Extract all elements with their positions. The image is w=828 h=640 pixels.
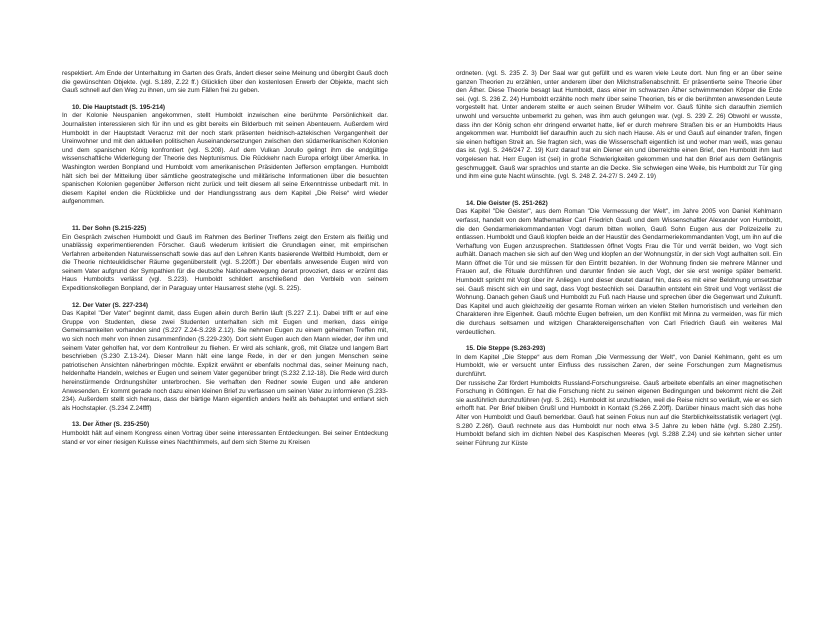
section-title-steppe: 15. Die Steppe (S.263-293) xyxy=(466,345,546,353)
section-body-aether: Humboldt hält auf einem Kongress einen Vortrag über seine interessanten Entdeckungen. Bei seiner Entdeckung stand er vor einer riesigen Kulisse eines Nachthimmels, auf dem sich Sterne zu Kreisen xyxy=(62,429,388,446)
section-body-vater: Das Kapitel "Der Vater" beginnt damit, dass Eugen allein durch Berlin läuft (S.227 Z.1). Dabei trifft er auf eine Gruppe von Studenten, diese zwei Studenten unterhalten sich mit Eugen und merken, dass einige Gemeinsamkeiten vorhanden sind (S.227 Z.24-S.228 Z.12). Sie nehmen Eugen zu einem geheimen Treffen mit, wo sich noch mehr von ihnen zusammenfinden (S.229-230). Dort sieht Eugen auch den Mann wieder, der ihm und seinem Vater geholfen hat, vor dem Kontrolleur zu fliehen. Er wird als schlank, groß, mit Glatze und langem Bart beschrieben (S.230 Z.13-24). Dieser Mann hält eine lange Rede, in der er den jungen Menschen seine patriotischen Ansichten näherbringen möchte. Explizit erwähnt er ebenfalls nochmal das, seiner Meinung nach, heldenhafte Handeln, welches er Eugen und seinem Vater gegenüber bringt (S.232 Z.12-18). Die Rede wird durch hereinstürmende Ordnungshüter unterbrochen. Sie verhaften den Redner sowie Eugen und alle anderen Anwesenden. Er kommt gerade noch dazu einen kleinen Brief zu verfassen um seinen Vater zu informieren (S.233-234). Außerdem stellt sich heraus, dass der bärtige Mann eigentlich anders heißt als behauptet und entlarvt sich als Hochstapler. (S.234 Z.24ffff) xyxy=(62,310,388,412)
right-page-column xyxy=(456,70,782,448)
section-title-sohn: 11. Der Sohn (S.215-225) xyxy=(72,224,147,232)
section-title-aether: 13. Der Äther (S. 235-250) xyxy=(72,421,150,429)
section-body-hauptstadt: In der Kolonie Neuspanien angekommen, stellt Humboldt inzwischen eine berühmte Persönlichkeit dar. Journalisten interessieren sich für ihn und es gibt bereits ein Bilderbuch mit seinen Abenteuern. Außerdem wird Humboldt in der Hauptstadt Veracruz mit der noch stark präsenten heidnisch-aztekischen Vergangenheit der Ureinwohner und mit den aktuellen politischen Auseinandersetzungen zwischen den südamerikanischen Kolonien und dem spanischen König konfrontiert (vgl. S.208). Auf dem Vulkan Jorullo gelingt ihm die endgültige wissenschaftliche Widerlegung der Theorie des Neptunismus. Die Rückkehr nach Europa erfolgt über Amerika. In Washington werden Bonpland und Humboldt vom amerikanischen Präsidenten Jefferson empfangen. Humboldt hält sich bei der Mitteilung über sämtliche geostrategische und militärische Informationen über die besuchten spanischen Kolonien gegenüber Jefferson nicht zurück und teilt diesem all seine Erkenntnisse unbedarft mit. In diesem Kapitel enden die Rückblicke und der Handlungsstrang aus dem Kapitel „Die Reise“ wird wieder aufgenommen. xyxy=(62,112,388,206)
section-title-geister: 14. Die Geister (S. 251-262) xyxy=(466,199,548,207)
section-body-sohn: Ein Gespräch zwischen Humboldt und Gauß im Rahmen des Berliner Treffens zeigt den Erstern als fleißig und unablässig experimentierenden Förscher. Gauß wiederum kritisiert die Grundlagen einer, mit empirischen Verfahren arbeitenden Naturwissenschaft sowie das auf den Lehren Kants basierende Weltbild Humboldt, dem er die Theorie nichteuklidischer Räume gegenüberstellt (vgl. S.220ff.) Der ebenfalls anwesende Eugen wird von seinem Vater aufgrund der Sympathien für die deutsche Nationalbewegung derart provoziert, dass er erzürnt das Haus Humboldts verlässt (vgl. S.223). Humboldt schildert anschließend den Verbleib von seinem Expeditionskollegen Bonpland, der in Paraguay unter Hausarrest stehe (vgl. S. 225). xyxy=(62,233,388,293)
left-page-column xyxy=(62,70,388,447)
section-body-geister: Das Kapitel "Die Geister", aus dem Roman "Die Vermessung der Welt", im Jahre 2005 von Daniel Kehlmann verfasst, handelt von dem Mathematiker Carl Friedrich Gauß und dem Wissenschaftler Alexander von Humboldt, die den Gendarmeriekommandanten Vogt darum bitten wollen, Gauß Sohn Eugen aus der Polizeizelle zu entlassen. Humboldt und Gauß klopfen beide an der Haustür des Gendarmeriekommandanten Vogt, um ihn auf die Verhaftung von Eugen anzusprechen. Stattdessen öffnet Vogts Frau die Tür und verrät beiden, wo Vogt sich aufhält. Danach machen sie sich auf den Weg und klopfen an der Wohnungstür, in der sich Vogt aufhalten soll. Ein Mann öffnet die Tür und sie müssen für den Eintritt bezahlen. In der Wohnung finden sie mehrere Männer und Frauen auf, die Rituale durchführen und darunter finden sie auch Vogt, der sie erst wenige später bemerkt. Humboldt spricht mit Vogt über ihr Anliegen und dieser deutet darauf hin, dass es mit einer Belohnung umsetzbar sei. Gauß mischt sich ein und sagt, dass Vogt bestechlich sei. Daraufhin entsteht ein Streit und Vogt verlässt die Wohnung. Danach gehen Gauß und Humboldt zu Fuß nach Hause und sprechen über die Gegenwart und Zukunft. Das Kapitel und auch gleichzeitig der gesamte Roman wirken an vielen Stellen humoristisch und verleihen den Charakteren ihre Eigenheit. Gauß möchte Eugen befreien, um den Konflikt mit Minna zu vermeiden, was für mich die durchaus seltsamen und witzigen Charaktereigenschaften von Carl Friedrich Gauß ein weiteres Mal verdeutlichen. xyxy=(456,208,782,336)
section-title-vater: 12. Der Vater (S. 227-234) xyxy=(72,301,149,309)
section-title-hauptstadt: 10. Die Hauptstadt (S. 195-214) xyxy=(72,103,166,111)
intro-paragraph: respektiert. Am Ende der Unterhaltung im Garten des Grafs, ändert dieser seine Meinung und übergibt Gauß doch die gewünschten Objekte. (vgl. S.189, Z.22 ff.) Glücklich über den kostenlosen Erwerb der Objekte, macht sich Gauß schnell auf den Weg zu ihnen, um sie zum Fällen frei zu geben. xyxy=(62,70,388,95)
section-body-steppe: Der russische Zar fördert Humboldts Russland-Forschungsreise. Gauß arbeitete ebenfalls an einer magnetischen Forschung in Göttingen. Er hat die Forschung nicht zu seinen eigenen Bedingungen und bekommt nicht die Zeit sie ausführlich durchzuführen (vgl. S. 261). Humboldt ist unzufrieden, weil die Reise nicht so verläuft, wie er es sich erhofft hat. Per Brief bleiben Grußl und Humboldt in Kontakt (S.266 Z.20ff). Darüber hinaus macht sich das hohe Alter von Humboldt und Gauß bemerkbar. Gauß hat seinen Fokus nun auf die Sterblichkeitsstatistik verlagert (vgl. S.280 Z.26f). Gauß rechnete aus das Humboldt nur noch etwa 3-5 Jahre zu leben hätte (vgl. S.280 Z.25f). Humboldt befand sich im dichten Nebel des Kaspischen Meeres (vgl. S.288 Z.24) und sie kehrten sicher unter seiner Führung zur Küste xyxy=(456,379,782,447)
continued-paragraph: ordneten. (vgl. S. 235 Z. 3) Der Saal war gut gefüllt und es waren viele Leute dort. Nun fing er an über seine ganzen Theorien zu erzählen, unter anderem über den Milchstraßenabschnitt. Er präsentierte seine Theorie über den Äther. Diese Theorie besagt laut Humboldt, dass einer im schwarzen Äther schwimmenden Körper die Erde sei. (vgl. S. 236 Z. 24) Humboldt erzählte noch mehr über seine Theorien, bis er die berühmten anwesenden Leute vorgestellt hat. Unter anderem stellte er auch seinen Bruder Wilhelm vor. Gauß fühlte sich daraufhin ziemlich unwohl und versuchte unbemerkt zu gehen, was ihm auch gelungen war. (vgl. S. 239 Z. 26) Obwohl er wusste, dass ihn der König schon ehr dringend erwartet hatte, lief er durch mehrere Straßen bis er an Humboldts Haus angekommen war. Humboldt lief daraufhin auch zu sich nach Hause. Als er und Gauß auf einander trafen, fingen sie einen heftigen Streit an. Sie fragten sich, was die Wissenschaft eigentlich ist und woher man weiß, was genau das ist. (vgl. S. 246/247 Z. 19) Kurz darauf trat ein Diener ein und überreichte einen Brief, den Humboldt ihm laut vorgelesen hat. Herr Eugen ist (sei) in große Schwierigkeiten gekommen und hat den Brief aus dem Gefängnis geschmuggelt. Gauß war sprachlos und starrte an die Decke. Sie schwiegen eine Weile, bis Humboldt zur Tür ging und ihm eine gute Nacht wünschte. (vgl. S. 248 Z. 24-27/ S. 249 Z. 19) xyxy=(456,70,782,181)
section-body-steppe-intro: In dem Kapitel „Die Steppe“ aus dem Roman „Die Vermessung der Welt“, von Daniel Kehlmann, geht es um Humboldt, wie er versucht unter Einfluss des russischen Zaren, der seine Forschungen zum Magnetismus durchführt. xyxy=(456,353,782,378)
